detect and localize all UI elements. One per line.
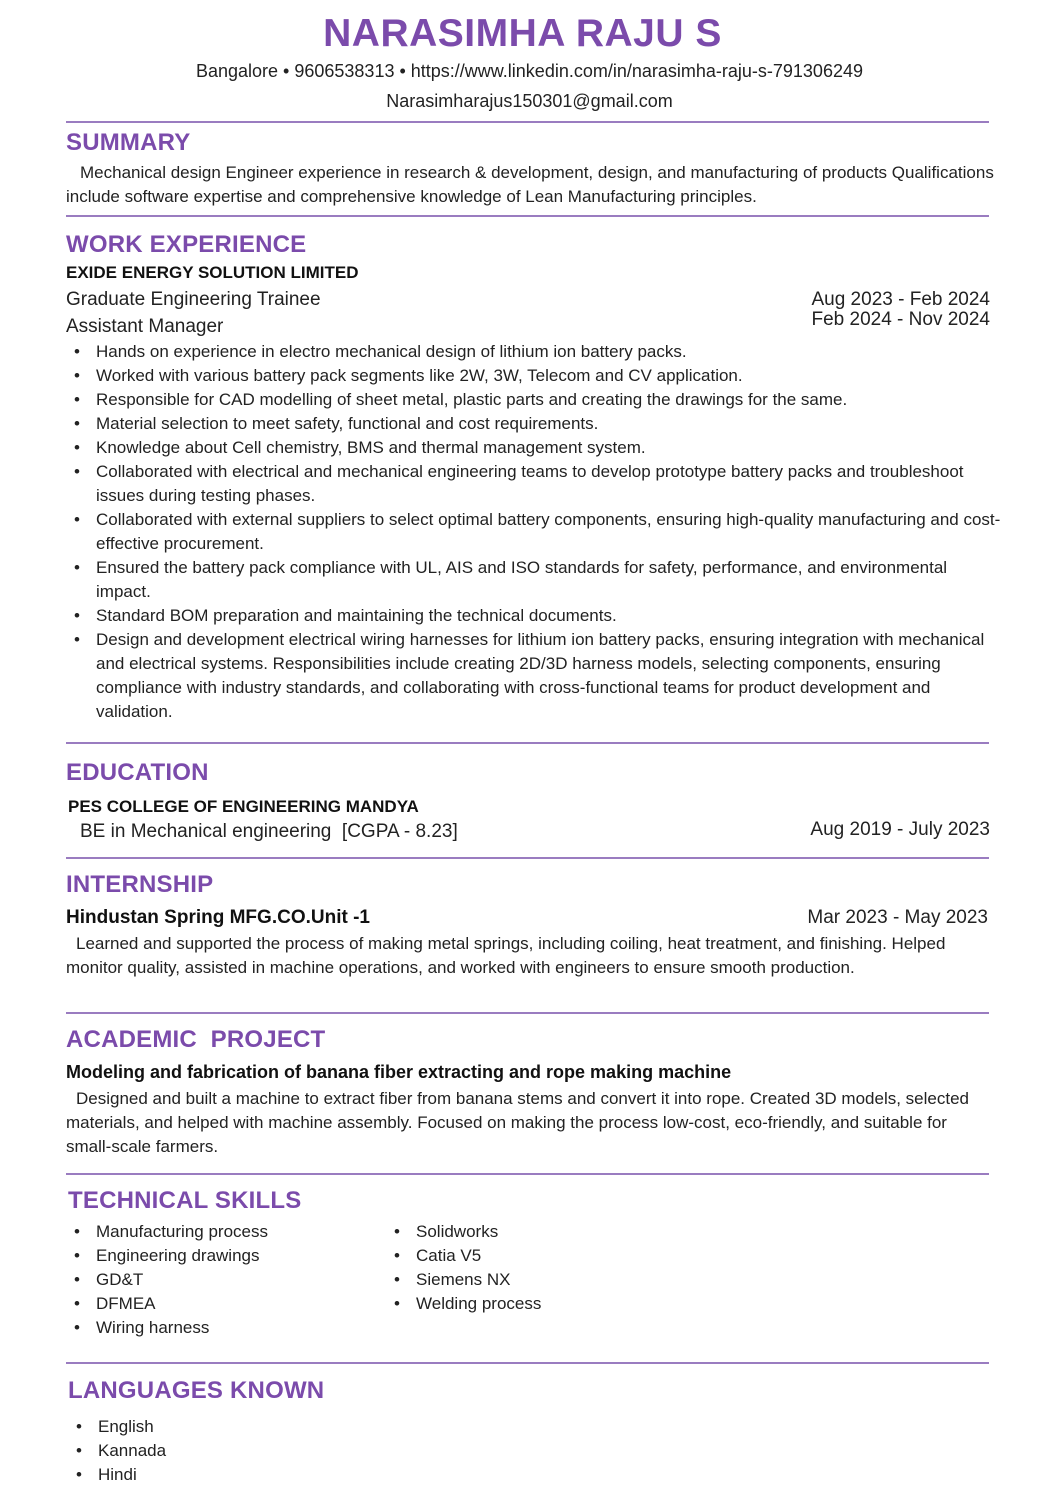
role-title: Assistant Manager <box>66 316 224 337</box>
divider <box>66 1362 989 1364</box>
list-item: • Ensured the battery pack compliance with UL, AIS and ISO standards for safety, performance, and environmental impact. <box>66 556 1001 604</box>
list-item: • English <box>68 1415 368 1439</box>
list-item: • Solidworks <box>386 1220 686 1244</box>
school-name: PES COLLEGE OF ENGINEERING MANDYA <box>68 797 419 816</box>
skills-list-right <box>386 1220 686 1316</box>
degree-line: BE in Mechanical engineering [CGPA - 8.23] <box>80 821 458 842</box>
divider <box>66 1173 989 1175</box>
summary-heading: SUMMARY <box>66 129 191 156</box>
work-bullet-list <box>66 340 1001 724</box>
list-item: • Manufacturing process <box>66 1220 366 1244</box>
divider <box>66 121 989 123</box>
divider <box>66 857 989 859</box>
project-name: Modeling and fabrication of banana fiber extracting and rope making machine <box>66 1062 732 1082</box>
work-heading: WORK EXPERIENCE <box>66 231 307 258</box>
skills-list-left <box>66 1220 366 1340</box>
list-item: • Hands on experience in electro mechanical design of lithium ion battery packs. <box>66 340 1001 364</box>
list-item: • DFMEA <box>66 1292 366 1316</box>
divider <box>66 742 989 744</box>
email-line: Narasimharajus150301@gmail.com <box>386 91 673 111</box>
company-name: EXIDE ENERGY SOLUTION LIMITED <box>66 263 359 282</box>
list-item: • Hindi <box>68 1463 368 1487</box>
skills-heading: TECHNICAL SKILLS <box>68 1187 302 1214</box>
list-item: • Knowledge about Cell chemistry, BMS and thermal management system. <box>66 436 1001 460</box>
languages-list <box>68 1415 368 1487</box>
internship-dates: Mar 2023 - May 2023 <box>807 907 988 928</box>
list-item: • Standard BOM preparation and maintaining the technical documents. <box>66 604 1001 628</box>
list-item: • Engineering drawings <box>66 1244 366 1268</box>
role-title: Graduate Engineering Trainee <box>66 289 321 310</box>
education-heading: EDUCATION <box>66 759 209 786</box>
divider <box>66 215 989 217</box>
list-item: • Worked with various battery pack segments like 2W, 3W, Telecom and CV application. <box>66 364 1001 388</box>
project-text: Designed and built a machine to extract fiber from banana stems and convert it into rope. Created 3D models, selected materials, and helped with machine assembly. Focused on making the process low-cost, eco-friendly, and suitable for small-scale farmers. <box>66 1089 969 1156</box>
list-item: • Catia V5 <box>386 1244 686 1268</box>
list-item: • Design and development electrical wiring harnesses for lithium ion battery packs, ensuring integration with mechanical and electrical systems. Responsibilities include creating 2D/3D harness models, selecting components, ensuring compliance with industry standards, and collaborating with cross-functional teams for product development and validation. <box>66 628 1001 724</box>
list-item: • Responsible for CAD modelling of sheet metal, plastic parts and creating the drawings for the same. <box>66 388 1001 412</box>
education-dates: Aug 2019 - July 2023 <box>810 819 990 840</box>
list-item: • Kannada <box>68 1439 368 1463</box>
project-heading: ACADEMIC PROJECT <box>66 1026 326 1053</box>
list-item: • Wiring harness <box>66 1316 366 1340</box>
list-item: • GD&T <box>66 1268 366 1292</box>
list-item: • Collaborated with electrical and mechanical engineering teams to develop prototype battery packs and troubleshoot issues during testing phases. <box>66 460 1001 508</box>
languages-heading: LANGUAGES KNOWN <box>68 1377 325 1404</box>
candidate-name: NARASIMHA RAJU S <box>323 12 722 55</box>
list-item: • Collaborated with external suppliers to select optimal battery components, ensuring high-quality manufacturing and cost-effective procurement. <box>66 508 1001 556</box>
internship-text: Learned and supported the process of making metal springs, including coiling, heat treatment, and finishing. Helped monitor quality, assisted in machine operations, and worked with engineers to ensure smooth production. <box>66 934 946 977</box>
internship-heading: INTERNSHIP <box>66 871 214 898</box>
divider <box>66 1012 989 1014</box>
contact-line: Bangalore • 9606538313 • https://www.linkedin.com/in/narasimha-raju-s-791306249 <box>195 61 863 81</box>
summary-text: Mechanical design Engineer experience in research & development, design, and manufacturing of products Qualifications include software expertise and comprehensive knowledge of Lean Manufacturing principles. <box>66 163 994 206</box>
list-item: • Siemens NX <box>386 1268 686 1292</box>
list-item: • Welding process <box>386 1292 686 1316</box>
role-dates: Feb 2024 - Nov 2024 <box>811 309 990 330</box>
internship-company: Hindustan Spring MFG.CO.Unit -1 <box>66 907 370 928</box>
list-item: • Material selection to meet safety, functional and cost requirements. <box>66 412 1001 436</box>
role-dates: Aug 2023 - Feb 2024 <box>811 289 990 310</box>
